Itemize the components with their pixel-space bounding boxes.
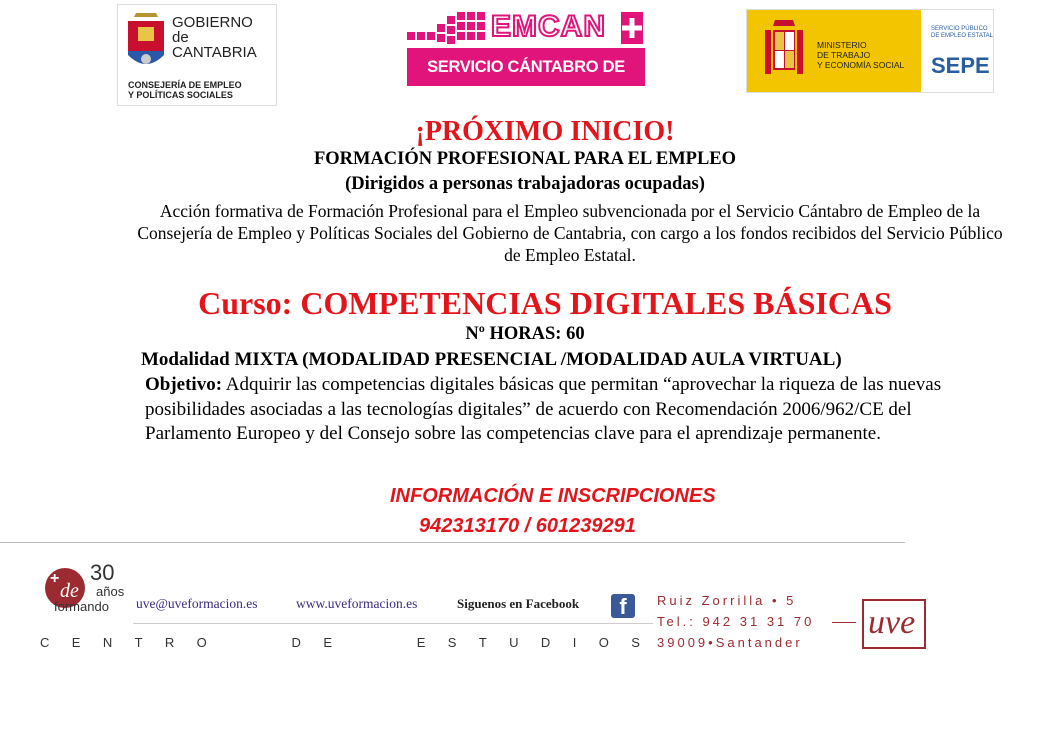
centro-letter: T (134, 635, 143, 650)
centro-letter: E (416, 635, 426, 650)
sepe-word: SEPE (931, 53, 990, 78)
anniversary-logo (44, 560, 134, 616)
address-city: 39009•Santander (657, 635, 803, 650)
centro-letter: E (71, 635, 81, 650)
centro-letter: D (291, 635, 301, 650)
centro-letter: O (598, 635, 609, 650)
centro-letter: N (102, 635, 113, 650)
footer-rule (133, 623, 653, 624)
objetivo-label: Objetivo: (145, 374, 223, 395)
centro-letter: T (478, 635, 487, 650)
address-phone: Tel.: 942 31 31 70 (657, 614, 815, 629)
phone-numbers: 942313170 / 601239291 (419, 515, 636, 537)
divider (0, 542, 905, 543)
accion-paragraph: Acción formativa de Formación Profesional para el Empleo subvencionada por el Servicio Cántabro de Empleo de la Consejería de Empleo y Políticas Sociales del Gobierno de Cantabria, con cargo a los fondos recibidos del Servicio Público de Empleo Estatal. (137, 201, 1003, 265)
address-street: Ruiz Zorrilla • 5 (657, 593, 797, 608)
emcan-logo (407, 10, 645, 114)
spacer (354, 635, 394, 650)
centro-letter: I (572, 635, 577, 650)
gobierno-cantabria-logo (117, 4, 277, 106)
anniv-de: de (60, 580, 79, 602)
centro-letter: S (447, 635, 457, 650)
centro-letter: D (540, 635, 551, 650)
ministerio-name: MINISTERIO DE TRABAJO Y ECONOMÍA SOCIAL (817, 40, 905, 70)
facebook-label: Siguenos en Facebook (457, 596, 580, 611)
centro-letter: O (196, 635, 207, 650)
objetivo-text: Adquirir las competencias digitales básicas que permitan “aprovechar la riqueza de las nuevas posibilidades asociadas a las tecnologías digitales” de acuerdo con Recomendación 2006/962/CE del Parlamento Europeo y del Consejo sobre las competencias clave para el aprendizaje permanente. (145, 374, 942, 444)
ministerio-block (747, 10, 921, 92)
spacer (229, 635, 269, 650)
centro-letter: U (509, 635, 519, 650)
anniv-formando: formando (54, 599, 109, 614)
website-link[interactable]: www.uveformacion.es (296, 596, 418, 611)
fpe-heading: FORMACIÓN PROFESIONAL PARA EL EMPLEO (313, 149, 737, 169)
horas-label: Nº HORAS: 60 (465, 324, 585, 344)
uve-logo-text: uve (868, 604, 916, 641)
curso-title: Curso: COMPETENCIAS DIGITALES BÁSICAS (198, 285, 892, 321)
proximo-inicio-heading: ¡PRÓXIMO INICIO! (415, 116, 675, 147)
info-heading: INFORMACIÓN E INSCRIPCIONES (390, 485, 716, 507)
dirigidos-subheading: (Dirigidos a personas trabajadoras ocupadas) (345, 174, 705, 194)
centro-de-estudios (40, 635, 640, 650)
spain-crest-icon (761, 18, 807, 84)
centro-letter: S (631, 635, 640, 650)
objetivo-paragraph (145, 373, 985, 447)
emcan-bar: SERVICIO CÁNTABRO DE EMPLEO (407, 48, 645, 86)
consejeria-name: CONSEJERÍA DE EMPLEO Y POLÍTICAS SOCIALES (128, 80, 242, 100)
anniv-anos: años (96, 584, 125, 599)
email-link[interactable]: uve@uveformacion.es (136, 596, 258, 611)
anniv-30: 30 (90, 560, 115, 585)
ministerio-sepe-logo (746, 9, 994, 93)
centro-letter: E (323, 635, 332, 650)
gobierno-name: GOBIERNO de CANTABRIA (172, 14, 257, 61)
uve-logo (862, 599, 926, 649)
centro-letter: R (164, 635, 175, 650)
sepe-block (923, 10, 993, 92)
modalidad-label: Modalidad MIXTA (MODALIDAD PRESENCIAL /MODALIDAD AULA VIRTUAL) (141, 349, 842, 370)
logo-rule (832, 622, 856, 623)
sepe-subtitle: SERVICIO PÚBLICO DE EMPLEO ESTATAL (931, 26, 994, 39)
facebook-icon[interactable]: f (611, 594, 635, 618)
cantabria-shield-icon (126, 11, 166, 69)
address-block (657, 590, 814, 653)
anniv-plus: + (50, 570, 60, 587)
emcan-word: EMCAN (491, 10, 606, 43)
centro-letter: C (40, 635, 50, 650)
